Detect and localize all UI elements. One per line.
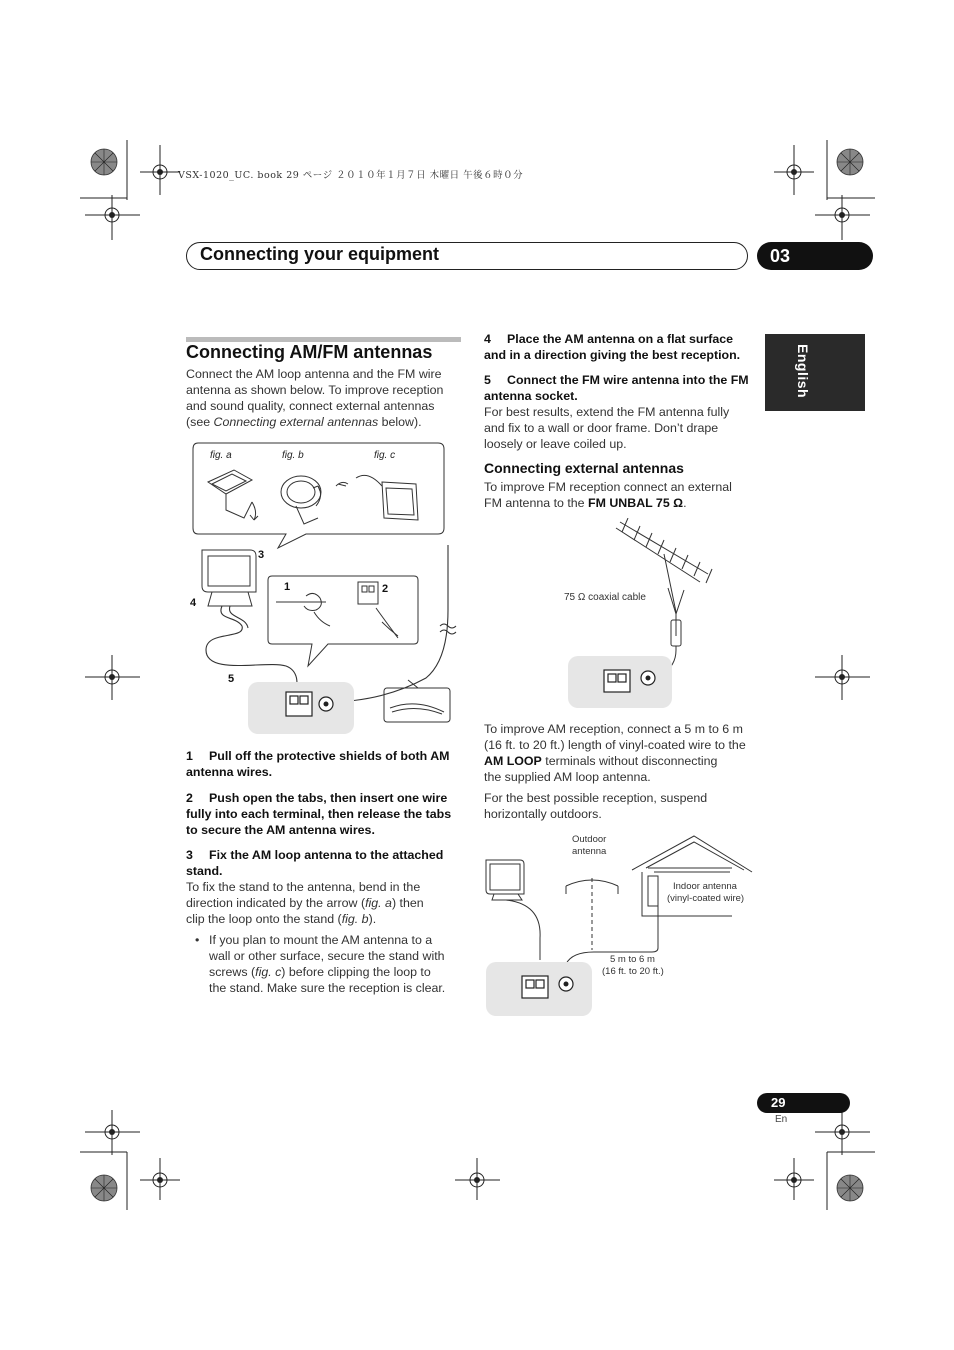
callout-4: 4 [190,597,197,609]
step-5-detail: For best results, extend the FM antenna fully and fix to a wall or door frame. Don’t drape loosely or leave coiled up. [484,405,730,451]
page-language: En [775,1114,788,1125]
chapter-number: 03 [757,242,873,270]
fig-c-drawing [336,475,418,520]
am-reception-paragraph: To improve AM reception, connect a 5 m to 6 m (16 ft. to 20 ft.) length of vinyl-coated wire to the AM LOOP terminals without disconnecting the supplied AM loop antenna. [484,722,746,784]
fig-b-label: fig. b [282,450,304,461]
fig-a-drawing [208,470,258,520]
step-4: 4 Place the AM antenna on a flat surface and in a direction giving the best reception. [484,332,741,362]
fig-a-label: fig. a [210,450,232,461]
outdoor-antenna-label-1: Outdoor [572,834,607,845]
fig-b-drawing [281,476,321,524]
step-1: 1 Pull off the protective shields of both AM antenna wires. [186,749,450,779]
step-5: 5 Connect the FM wire antenna into the FM antenna socket. [484,373,749,403]
callout-5: 5 [228,673,235,685]
callout-2: 2 [382,583,389,595]
fm-external-antenna-figure [564,518,744,710]
fig-c-label: fig. c [374,450,396,461]
mounting-note: • If you plan to mount the AM antenna to a wall or other surface, secure the stand with screws (fig. c) before clipping the loop to the stand. Make sure the reception is clear. [195,933,446,995]
indoor-antenna-label-2: (vinyl-coated wire) [667,893,745,904]
external-fm-paragraph: To improve FM reception connect an external FM antenna to the FM UNBAL 75 Ω. [484,480,732,510]
intro-line-1: Connect the AM loop antenna and the FM wire [186,367,442,381]
intro-line-4: (see Connecting external antennas below). [186,415,422,429]
wire-length-label-2: (16 ft. to 20 ft.) [602,966,664,977]
language-label: English [795,344,811,399]
intro-line-3: and sound quality, connect external antennas [186,399,435,413]
am-fm-antenna-figure [186,440,461,740]
outdoor-antenna-label-2: antenna [572,846,607,857]
page-number: 29 [757,1093,850,1113]
callout-1: 1 [284,581,291,593]
step-3-detail: To fix the stand to the antenna, bend in the direction indicated by the arrow (fig. a) then clip the loop onto the stand (fig. b). [186,880,424,926]
intro-paragraph [186,366,466,430]
am-external-antenna-figure [482,828,762,1018]
coaxial-cable-label: 75 Ω coaxial cable [564,592,646,603]
callout-3: 3 [258,549,265,561]
header-title: Connecting your equipment [200,244,440,264]
external-antennas-heading: Connecting external antennas [484,460,684,476]
language-tab [765,334,865,411]
am-loop-antenna [202,550,256,606]
intro-line-2: antenna as shown below. To improve reception [186,383,444,397]
wire-length-label-1: 5 m to 6 m [610,954,655,965]
indoor-antenna-label-1: Indoor antenna [673,881,737,892]
step-2: 2 Push open the tabs, then insert one wire fully into each terminal, then release the tabs to secure the AM antenna wires. [186,791,452,837]
step-3: 3 Fix the AM loop antenna to the attached stand. [186,848,444,878]
print-info: VSX-1020_UC. book 29 ページ ２０１０年１月７日 木曜日 午後６時０分 [178,170,524,181]
suspend-paragraph: For the best possible reception, suspend horizontally outdoors. [484,791,708,821]
section-heading: Connecting AM/FM antennas [186,342,433,362]
